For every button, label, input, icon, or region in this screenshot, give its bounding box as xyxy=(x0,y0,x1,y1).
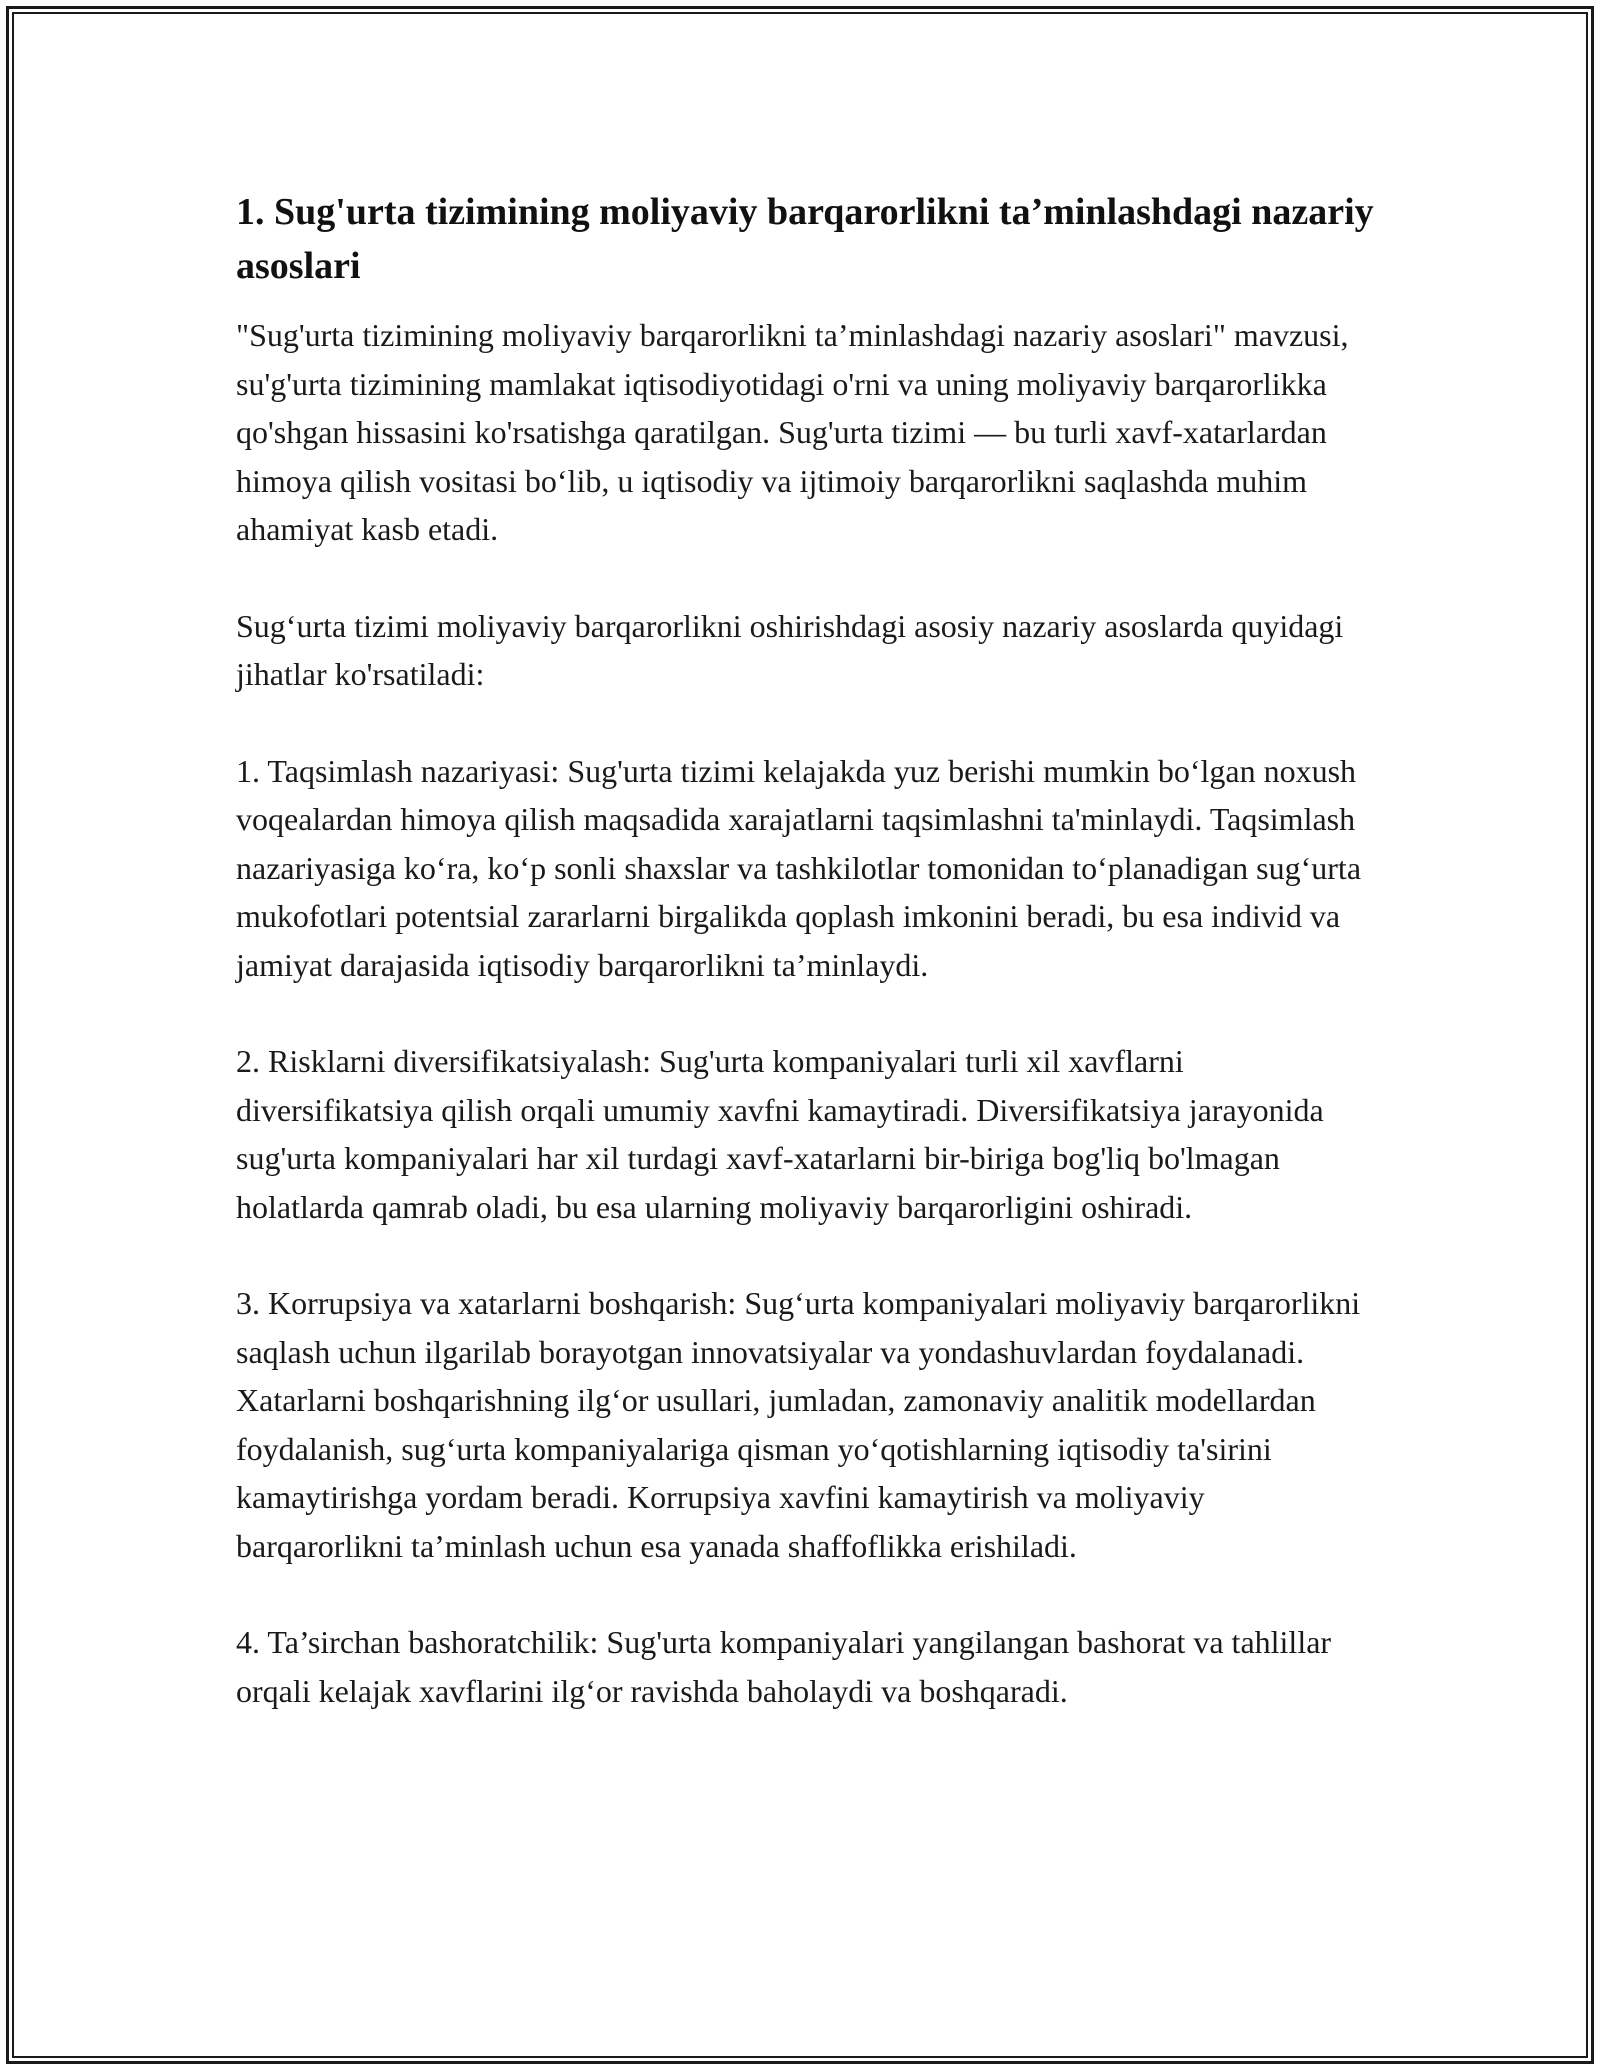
paragraph-intro: "Sug'urta tizimining moliyaviy barqarorlikni ta’minlashdagi nazariy asoslari" mavzusi, su'g'urta tizimining mamlakat iqtisodiyotidagi o'rni va uning moliyaviy barqarorlikka qo'shgan hissasini ko'rsatishga qaratilgan. Sug'urta tizimi — bu turli xavf-xatarlardan himoya qilish vositasi bo‘lib, u iqtisodiy va ijtimoiy barqarorlikni saqlashda muhim ahamiyat kasb etadi. xyxy=(236,317,1349,547)
paragraph-aspects-lead: Sug‘urta tizimi moliyaviy barqarorlikni oshirishdagi asosiy nazariy asoslarda quyidagi jihatlar ko'rsatiladi: xyxy=(236,607,1344,692)
paragraph-point-1: 1. Taqsimlash nazariyasi: Sug'urta tizimi kelajakda yuz berishi mumkin bo‘lgan noxush voqealardan himoya qilish maqsadida xarajatlarni taqsimlashni ta'minlaydi. Taqsimlash nazariyasiga ko‘ra, ko‘p sonli shaxslar va tashkilotlar tomonidan to‘planadigan sug‘urta mukofotlari potentsial zararlarni birgalikda qoplash imkonini beradi, bu esa individ va jamiyat darajasida iqtisodiy barqarorlikni ta’minlaydi. xyxy=(236,752,1362,983)
section-heading: 1. Sug'urta tizimining moliyaviy barqarorlikni ta’minlashdagi nazariy asoslari xyxy=(236,191,1374,287)
paragraph-point-4: 4. Ta’sirchan bashoratchilik: Sug'urta kompaniyalari yangilangan bashorat va tahlillar orqali kelajak xavflarini ilg‘or ravishda baholaydi va boshqaradi. xyxy=(236,1624,1332,1709)
document-body xyxy=(236,185,1376,1763)
paragraph-point-2: 2. Risklarni diversifikatsiyalash: Sug'urta kompaniyalari turli xil xavflarni diversifikatsiya qilish orqali umumiy xavfni kamaytiradi. Diversifikatsiya jarayonida sug'urta kompaniyalari har xil turdagi xavf-xatarlarni bir-biriga bog'liq bo'lmagan holatlarda qamrab oladi, bu esa ularning moliyaviy barqarorligini oshiradi. xyxy=(236,1043,1324,1225)
paragraph-point-3: 3. Korrupsiya va xatarlarni boshqarish: Sug‘urta kompaniyalari moliyaviy barqarorlikni saqlash uchun ilgarilab borayotgan innovatsiyalar va yondashuvlardan foydalanadi. Xatarlarni boshqarishning ilg‘or usullari, jumladan, zamonaviy analitik modellardan foydalanish, sug‘urta kompaniyalariga qisman yo‘qotishlarning iqtisodiy ta'sirini kamaytirishga yordam beradi. Korrupsiya xavfini kamaytirish va moliyaviy barqarorlikni ta’minlash uchun esa yanada shaffoflikka erishiladi. xyxy=(236,1285,1361,1564)
